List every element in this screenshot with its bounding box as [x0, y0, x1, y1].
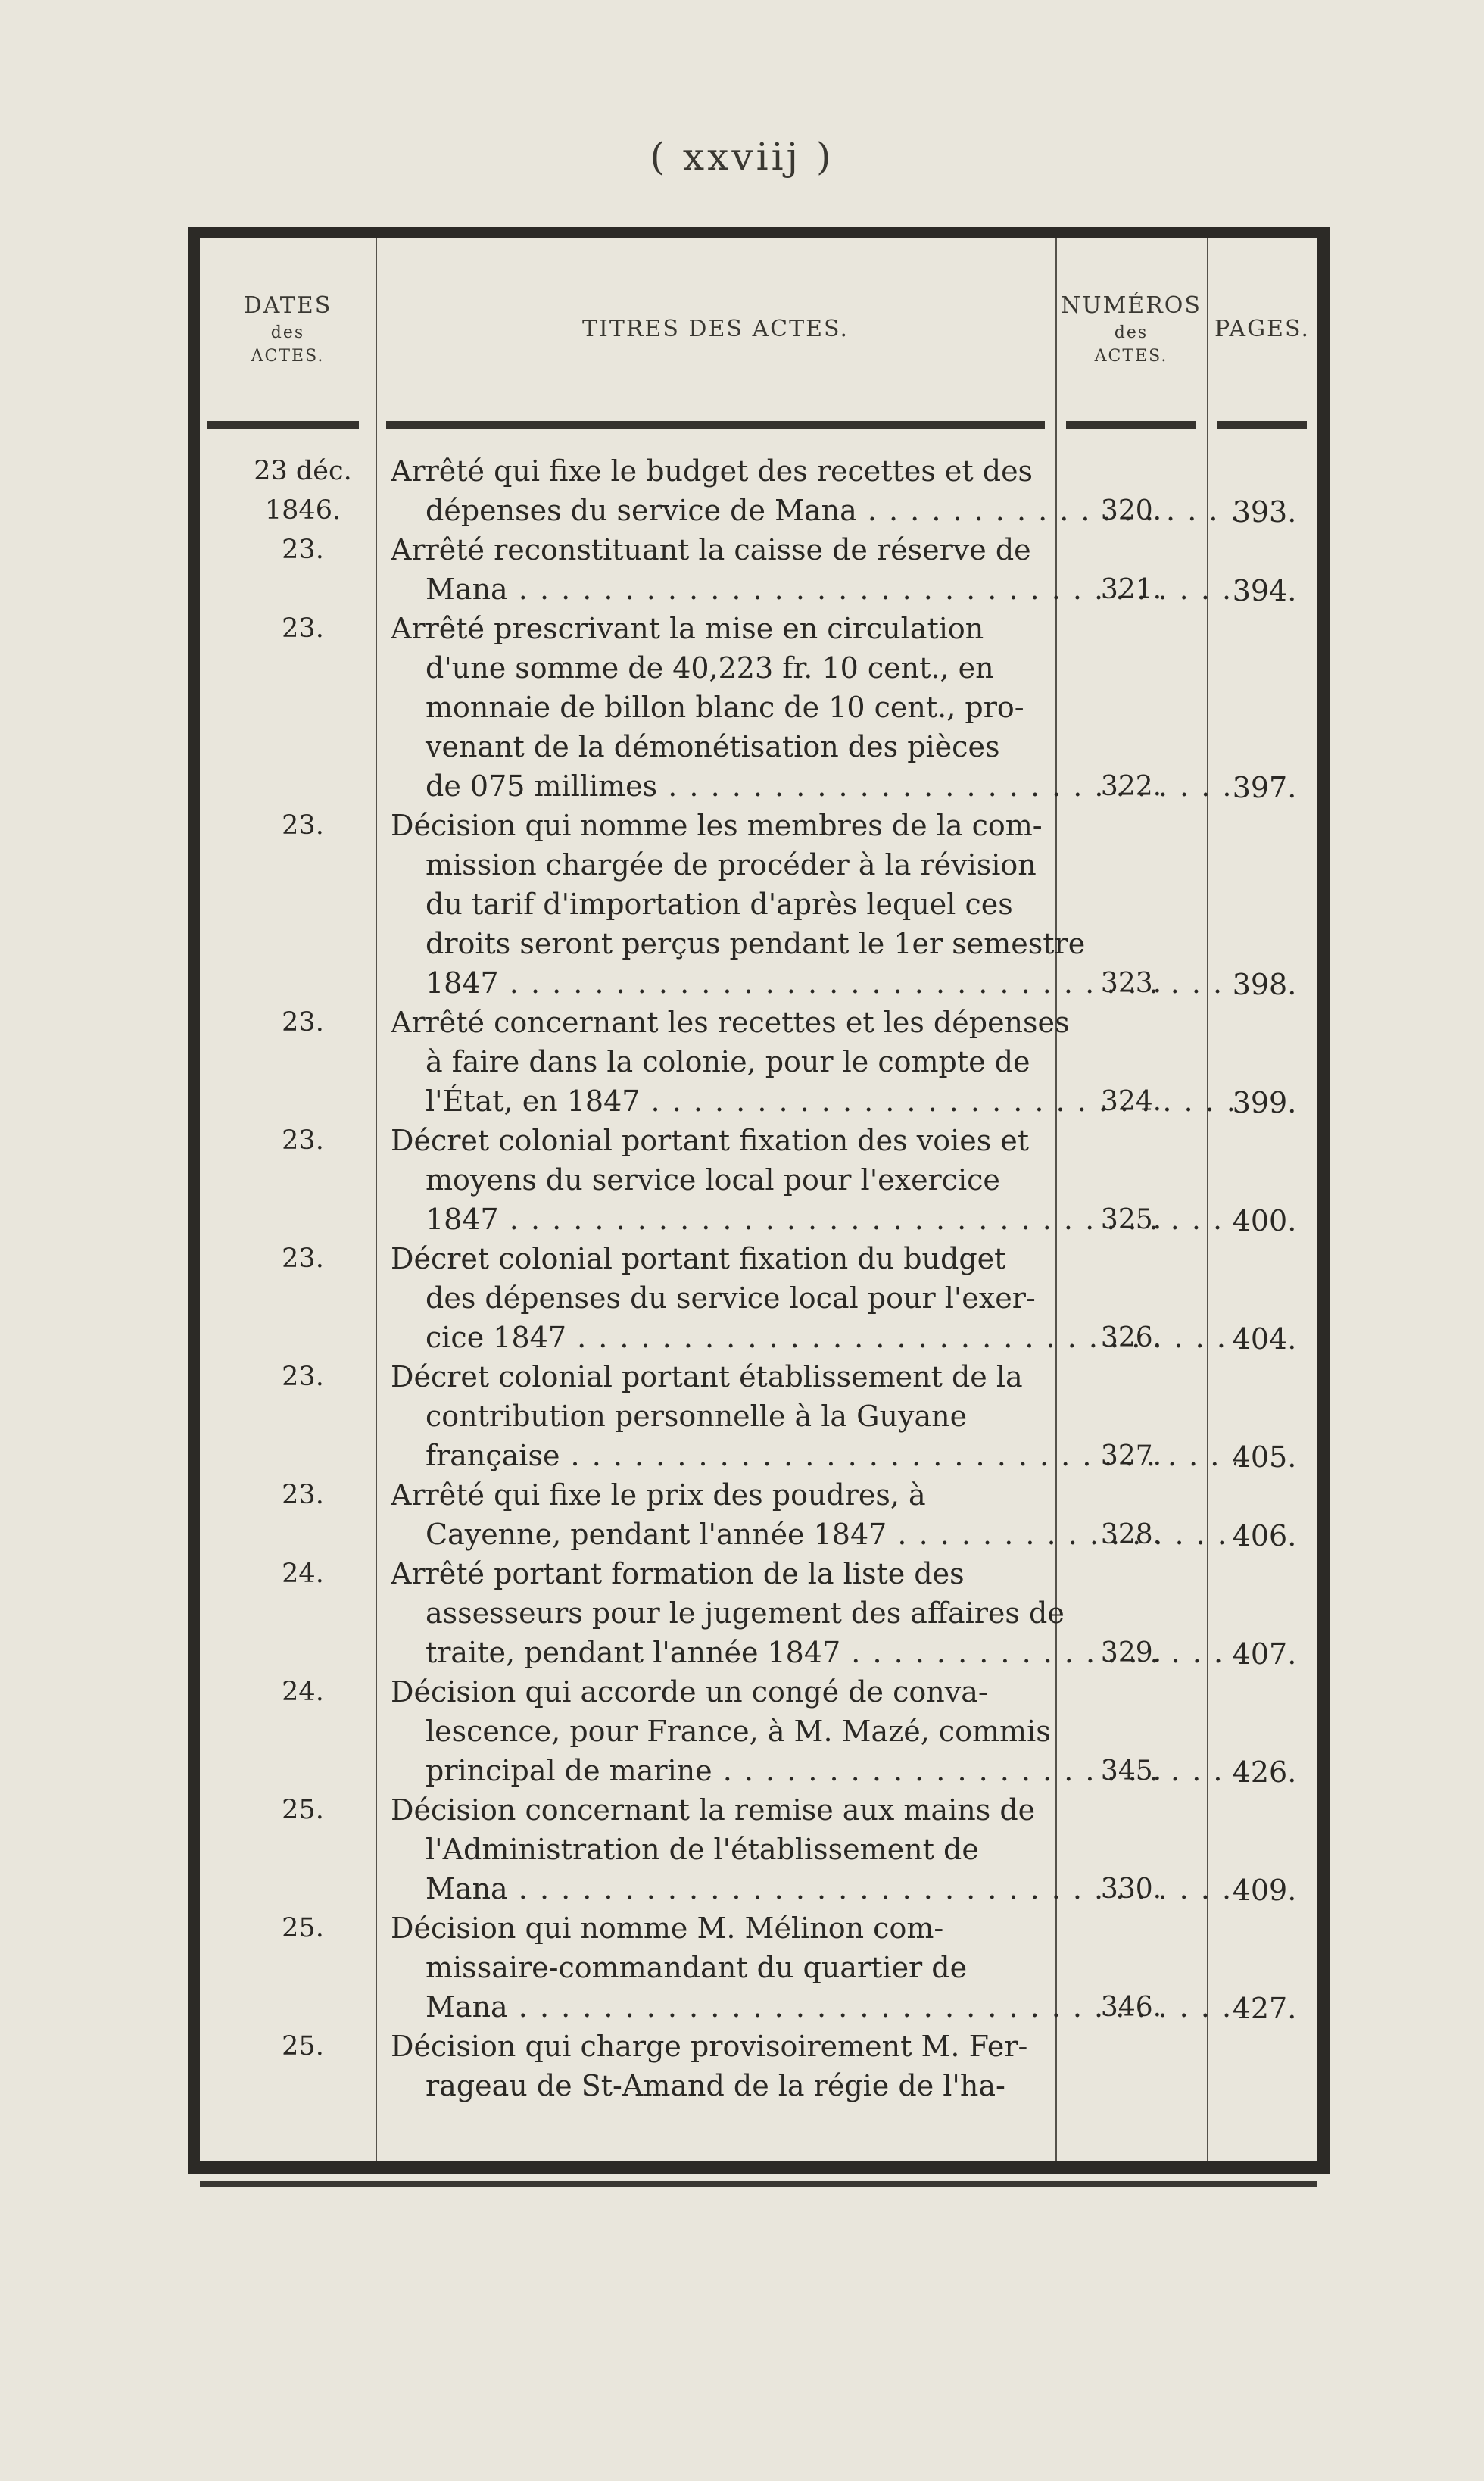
date-cell	[220, 1790, 386, 1830]
title-line: mission chargée de procéder à la révision	[426, 848, 1037, 882]
date-line: 23 déc.	[254, 456, 352, 486]
act-number: 346.	[1100, 1992, 1162, 2023]
date-line: 25.	[282, 2031, 324, 2061]
header-titles-label: TITRES DES ACTES.	[581, 315, 850, 342]
title-line: 1847 . . .	[391, 1200, 1236, 1239]
date-cell	[220, 1121, 386, 1160]
page-reference: 397.	[1232, 771, 1297, 804]
act-number: 345.	[1100, 1755, 1162, 1787]
page-reference: 404.	[1232, 1322, 1297, 1356]
title-line: Mana . . .	[391, 1869, 1236, 1908]
header-rule	[386, 421, 1045, 429]
date-cell	[220, 530, 386, 570]
date-line: 24.	[282, 1559, 324, 1589]
title-cell	[391, 2027, 1236, 2105]
title-line: Arrêté concernant les recettes et les dépenses	[391, 1006, 1070, 1039]
date-line: 24.	[282, 1677, 324, 1707]
date-line: 25.	[282, 1913, 324, 1943]
date-cell	[220, 451, 386, 530]
title-line: principal de marine . . .	[391, 1751, 1236, 1790]
act-number: 320.	[1100, 495, 1162, 526]
date-cell	[220, 1357, 386, 1397]
date-line: 23.	[282, 1244, 324, 1274]
header-dates-line1: DATES	[243, 292, 332, 319]
act-number: 325.	[1100, 1204, 1162, 1235]
date-line: 23.	[282, 535, 324, 565]
page-number: ( xxviij )	[650, 135, 834, 179]
page-reference: 426.	[1232, 1755, 1297, 1789]
header-numbers	[1055, 238, 1207, 420]
date-cell	[220, 2027, 386, 2066]
act-number: 330.	[1100, 1874, 1162, 1905]
title-line: du tarif d'importation d'après lequel ces	[426, 888, 1013, 921]
title-line: Décret colonial portant établissement de la	[391, 1360, 1023, 1393]
date-cell	[220, 806, 386, 845]
title-line: Cayenne, pendant l'année 1847 . . .	[391, 1515, 1236, 1554]
title-line: Arrêté reconstituant la caisse de réserve de	[391, 533, 1031, 566]
page-reference: 407.	[1232, 1637, 1297, 1671]
title-line: Décision qui nomme M. Mélinon com-	[391, 1911, 944, 1945]
act-number: 323.	[1100, 968, 1162, 999]
title-line: Décision qui nomme les membres de la com-	[391, 809, 1043, 842]
title-line: Mana . . .	[391, 1987, 1236, 2027]
date-line: 1846.	[264, 495, 341, 526]
title-line: 1847 . . .	[391, 963, 1236, 1003]
date-cell	[220, 1239, 386, 1278]
act-number: 329.	[1100, 1637, 1162, 1668]
page-reference: 393.	[1232, 495, 1297, 529]
header-numbers-line1: NUMÉROS	[1061, 292, 1202, 319]
title-line: droits seront perçus pendant le 1er semestre	[426, 927, 1086, 960]
page-reference: 394.	[1232, 574, 1297, 607]
title-line: française . . .	[391, 1436, 1236, 1475]
title-line: Arrêté qui fixe le budget des recettes et des	[391, 454, 1034, 488]
header-dates-line3: ACTES.	[251, 346, 325, 366]
table-frame	[188, 227, 1330, 2174]
act-number: 322.	[1100, 771, 1162, 802]
header-rule	[1217, 421, 1307, 429]
header-rule	[207, 421, 359, 429]
title-line: Arrêté prescrivant la mise en circulation	[391, 612, 984, 645]
date-line: 23.	[282, 1007, 324, 1038]
title-line: Décision qui accorde un congé de conva-	[391, 1675, 988, 1709]
title-line: lescence, pour France, à M. Mazé, commis	[426, 1715, 1051, 1748]
page-reference: 399.	[1232, 1086, 1297, 1119]
date-line: 23.	[282, 1362, 324, 1392]
title-line: de 075 millimes . . .	[391, 766, 1236, 806]
date-line: 23.	[282, 613, 324, 644]
title-line: contribution personnelle à la Guyane	[426, 1400, 968, 1433]
act-number: 327.	[1100, 1440, 1162, 1471]
header-pages	[1207, 238, 1317, 420]
date-line: 23.	[282, 810, 324, 841]
date-cell	[220, 1672, 386, 1712]
date-line: 25.	[282, 1795, 324, 1825]
title-line: assesseurs pour le jugement des affaires de	[426, 1596, 1065, 1630]
act-number: 326.	[1100, 1322, 1162, 1353]
title-line: dépenses du service de Mana . . .	[391, 491, 1236, 530]
title-line: des dépenses du service local pour l'exer-	[426, 1281, 1036, 1315]
act-number: 328.	[1100, 1519, 1162, 1550]
title-line: Décision qui charge provisoirement M. Fer-	[391, 2030, 1028, 2063]
title-line: moyens du service local pour l'exercice	[426, 1163, 1000, 1197]
act-number: 324.	[1100, 1086, 1162, 1117]
title-line: l'Administration de l'établissement de	[426, 1833, 979, 1866]
act-number: 321.	[1100, 574, 1162, 605]
title-line: Décret colonial portant fixation du budget	[391, 1242, 1006, 1275]
header-pages-label: PAGES.	[1214, 315, 1310, 342]
page-reference: 427.	[1232, 1992, 1297, 2025]
date-cell	[220, 1475, 386, 1515]
title-line: l'État, en 1847 . . .	[391, 1081, 1236, 1121]
title-line: venant de la démonétisation des pièces	[426, 730, 1000, 763]
title-line: Décision concernant la remise aux mains de	[391, 1793, 1036, 1827]
header-rule	[1066, 421, 1196, 429]
date-line: 23.	[282, 1125, 324, 1156]
title-line: monnaie de billon blanc de 10 cent., pro-	[426, 691, 1024, 724]
date-cell	[220, 609, 386, 648]
header-dates	[200, 238, 376, 420]
page-reference: 409.	[1232, 1874, 1297, 1907]
title-line: à faire dans la colonie, pour le compte de	[426, 1045, 1030, 1078]
title-line: missaire-commandant du quartier de	[426, 1951, 968, 1984]
page-reference: 406.	[1232, 1519, 1297, 1553]
title-line: cice 1847 . . .	[391, 1318, 1236, 1357]
title-line: Arrêté portant formation de la liste des	[391, 1557, 965, 1590]
title-line: traite, pendant l'année 1847 . . .	[391, 1633, 1236, 1672]
date-line: 23.	[282, 1480, 324, 1510]
title-line: Décret colonial portant fixation des voies et	[391, 1124, 1030, 1157]
date-cell	[220, 1908, 386, 1948]
date-cell	[220, 1003, 386, 1042]
page-reference: 405.	[1232, 1440, 1297, 1474]
header-dates-line2: des	[270, 323, 305, 342]
header-numbers-line3: ACTES.	[1094, 346, 1168, 366]
header-numbers-line2: des	[1114, 323, 1149, 342]
page-reference: 398.	[1232, 968, 1297, 1001]
title-line: Arrêté qui fixe le prix des poudres, à	[391, 1478, 926, 1512]
title-line: d'une somme de 40,223 fr. 10 cent., en	[426, 651, 994, 685]
title-line: Mana . . .	[391, 570, 1236, 609]
page-reference: 400.	[1232, 1204, 1297, 1237]
title-line: rageau de St-Amand de la régie de l'ha-	[426, 2069, 1005, 2102]
date-cell	[220, 1554, 386, 1593]
header-titles	[376, 238, 1055, 420]
